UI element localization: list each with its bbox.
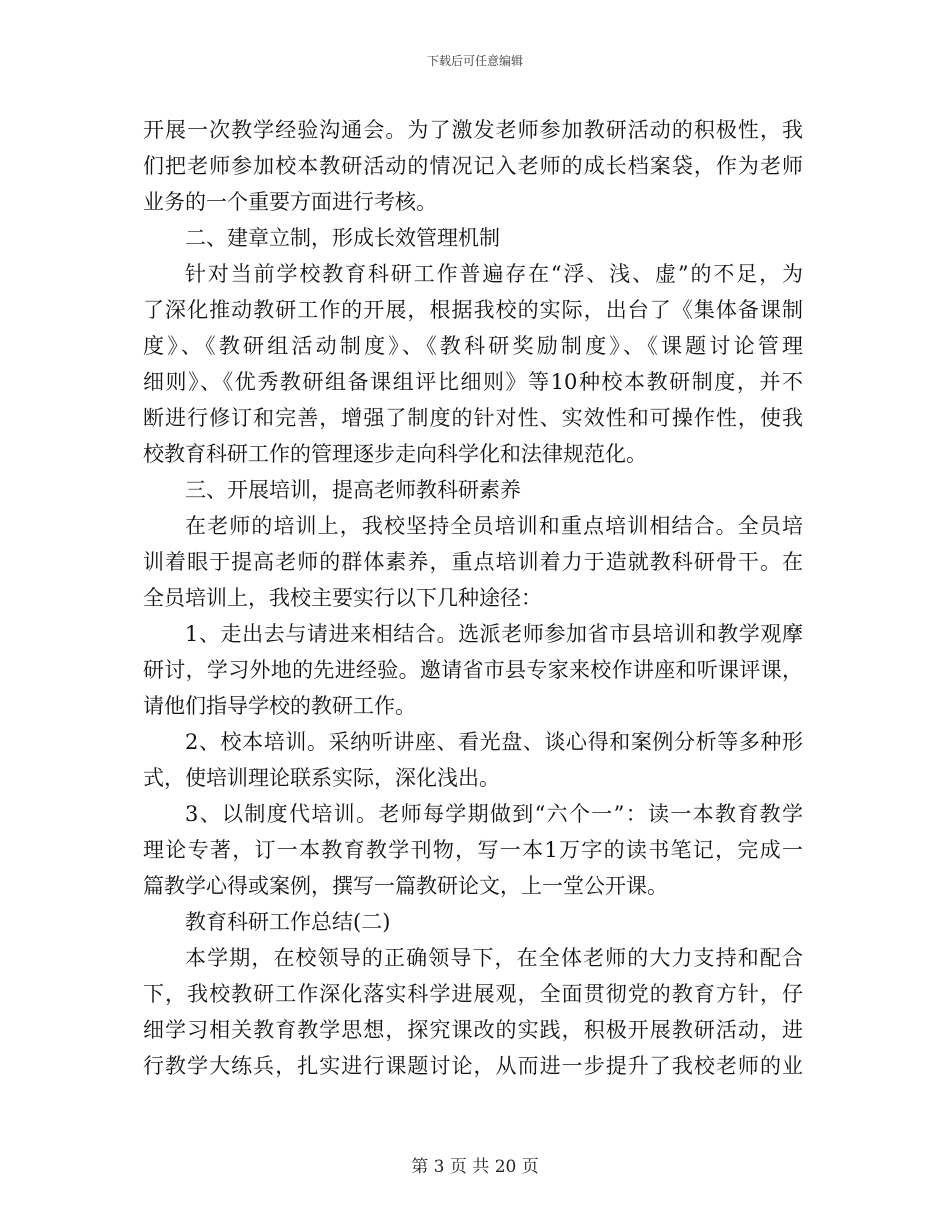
list-item: 2、校本培训。采纳听讲座、看光盘、谈心得和案例分析等多种形 (185, 730, 803, 754)
body-line: 度》、《教研组活动制度》、《教科研奖励制度》、《课题讨论管理 (143, 334, 803, 358)
body-line: 细则》、《优秀教研组备课组评比细则》等10种校本教研制度，并不 (143, 370, 803, 394)
body-line: 在老师的培训上，我校坚持全员培训和重点培训相结合。全员培 (185, 514, 803, 538)
body-line: 行教学大练兵，扎实进行课题讨论，从而进一步提升了我校老师的业 (143, 1054, 803, 1078)
document-body (143, 112, 803, 1084)
body-line: 业务的一个重要方面进行考核。 (143, 190, 437, 214)
body-line: 们把老师参加校本教研活动的情况记入老师的成长档案袋，作为老师 (143, 154, 803, 178)
body-line: 细学习相关教育教学思想，探究课改的实践，积极开展教研活动，进 (143, 1018, 803, 1042)
list-item: 3、以制度代培训。老师每学期做到“六个一”：读一本教育教学 (185, 802, 803, 826)
body-line: 训着眼于提高老师的群体素养，重点培训着力于造就教科研骨干。在 (143, 550, 803, 574)
body-line: 全员培训上，我校主要实行以下几种途径： (143, 586, 542, 610)
list-item: 1、走出去与请进来相结合。选派老师参加省市县培训和教学观摩 (185, 622, 803, 646)
section-heading: 三、开展培训，提高老师教科研素养 (185, 478, 521, 502)
body-line: 针对当前学校教育科研工作普遍存在“浮、浅、虚”的不足，为 (185, 262, 803, 286)
body-line: 篇教学心得或案例，撰写一篇教研论文，上一堂公开课。 (143, 874, 668, 898)
body-line: 请他们指导学校的教研工作。 (143, 694, 416, 718)
body-line: 研讨，学习外地的先进经验。邀请省市县专家来校作讲座和听课评课， (143, 658, 803, 682)
body-line: 开展一次教学经验沟通会。为了激发老师参加教研活动的积极性，我 (143, 118, 803, 142)
body-line: 式，使培训理论联系实际，深化浅出。 (143, 766, 500, 790)
body-line: 下，我校教研工作深化落实科学进展观，全面贯彻党的教育方针，仔 (143, 982, 803, 1006)
body-line: 校教育科研工作的管理逐步走向科学化和法律规范化。 (143, 442, 647, 466)
page-header: 下载后可任意编辑 (426, 54, 523, 68)
body-line: 本学期，在校领导的正确领导下，在全体老师的大力支持和配合 (185, 946, 803, 970)
section-title: 教育科研工作总结(二) (185, 910, 391, 934)
body-line: 了深化推动教研工作的开展，根据我校的实际，出台了《集体备课制 (143, 298, 803, 322)
section-heading: 二、建章立制，形成长效管理机制 (185, 226, 500, 250)
page-number: 第 3 页 共 20 页 (411, 1157, 539, 1177)
body-line: 理论专著，订一本教育教学刊物，写一本1万字的读书笔记，完成一 (143, 838, 803, 862)
body-line: 断进行修订和完善，增强了制度的针对性、实效性和可操作性，使我 (143, 406, 803, 430)
